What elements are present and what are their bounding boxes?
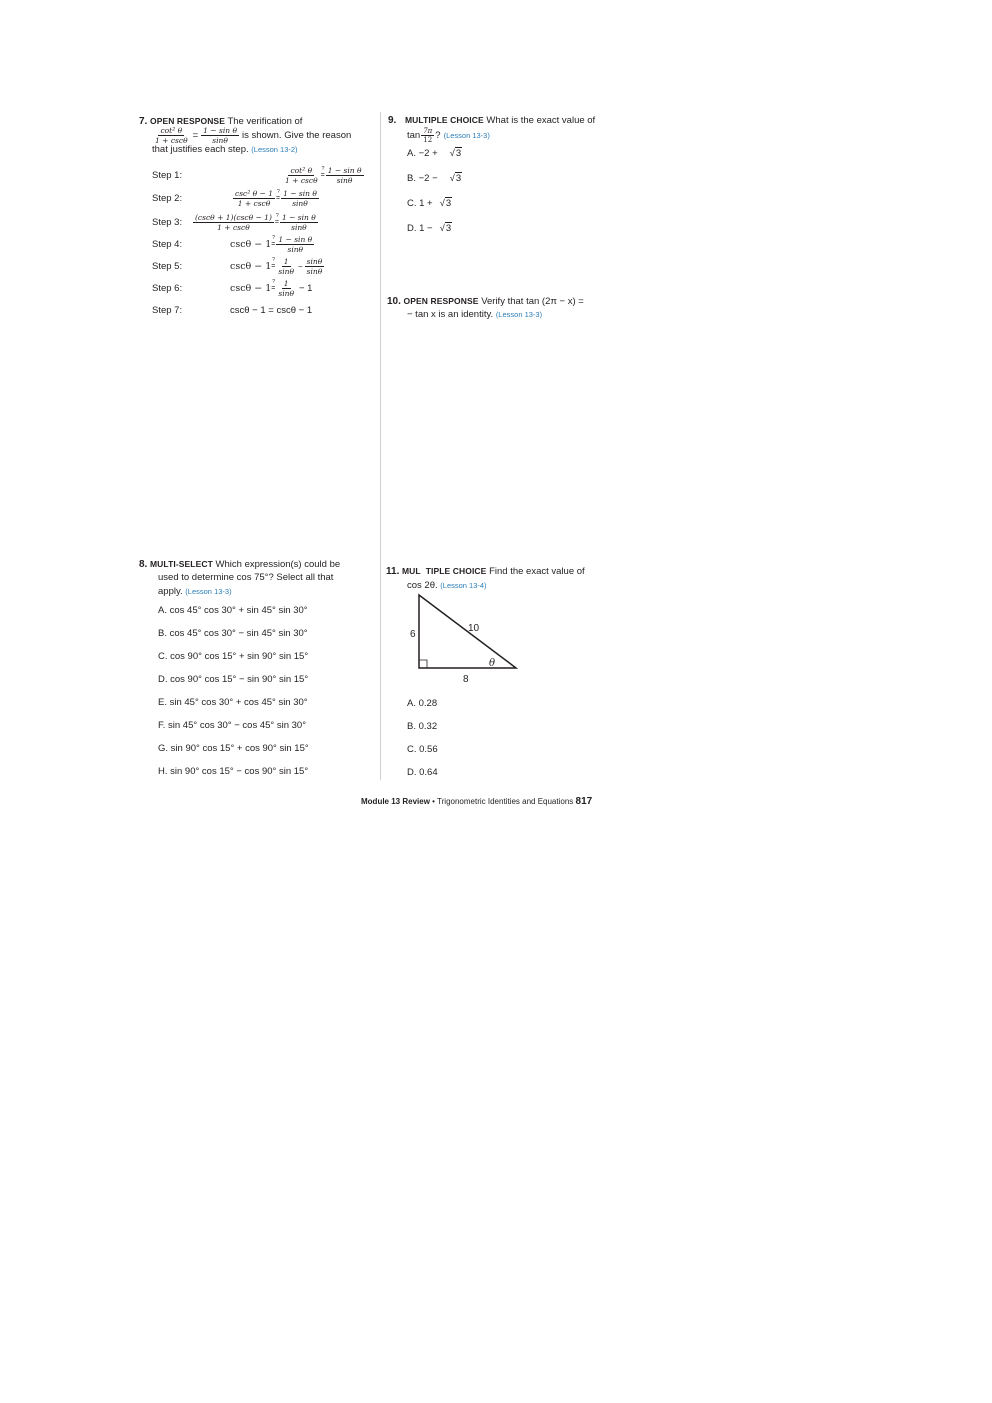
answer-option[interactable]: H. sin 90° cos 15° − cos 90° sin 15° [158,766,309,777]
lesson-reference: (Lesson 13-3) [495,310,543,319]
page-footer [361,796,592,807]
answer-option[interactable]: A. −2 + √3 [407,148,462,159]
step-lhs: $\frac{(\csc\theta + 1)(\csc\theta - 1)}{1 + \csc\theta}$ [195,212,272,232]
equals-sign: = [192,129,199,141]
step-label: Step 2: [152,192,183,204]
answer-option[interactable]: C. 0.56 [407,744,438,755]
step-lhs: cscθ − 1 [230,238,272,250]
step-row [152,233,315,255]
step-lhs: $\frac{\text{cot² θ}}{1 + \csc\theta}$ [285,165,318,185]
answer-option[interactable]: B. cos 45° cos 30° − sin 45° sin 30° [158,628,308,639]
step-lhs: cscθ − 1 [230,282,272,294]
question-text: The verification of [227,116,303,127]
question-type: MUL TIPLE CHOICE [402,566,487,576]
question-number: 7. [139,116,148,127]
step-equation: cscθ − 1 = cscθ − 1 [230,304,313,316]
lesson-reference: (Lesson 13-3) [443,130,490,140]
lesson-reference: (Lesson 13-3) [185,587,232,596]
step-row [152,255,325,277]
question-mark: ? [435,129,441,141]
question-type: OPEN RESPONSE [403,296,479,306]
step-label: Step 1: [152,169,183,181]
question-text: Verify that tan (2π − x) = [481,296,584,307]
step-label: Step 7: [152,304,183,316]
question-text: cos 2θ. [407,580,438,591]
step-lhs: cscθ − 1 [230,260,272,272]
step-rhs: $\frac{1}{\sin\theta}$ [278,256,294,276]
right-angle-marker [419,660,427,668]
verify-equals: ? = [271,278,276,292]
side-label-hypotenuse: 10 [468,623,480,634]
step-label: Step 6: [152,282,183,294]
answer-option[interactable]: F. sin 45° cos 30° − cos 45° sin 30° [158,720,307,731]
question-text: is shown. Give the reason [241,129,352,141]
question-number: 8. [139,559,148,570]
verify-equals: ? = [275,188,281,202]
step-rhs-2: $\frac{\sin\theta}{\sin\theta}$ [306,256,323,276]
equation-rhs: $\frac{\text{1 − sin θ}}{\sin\theta}$ [203,126,237,145]
step-label: Step 3: [152,216,183,228]
question-type: OPEN RESPONSE [149,116,225,126]
step-row [152,164,365,186]
side-label-base: 8 [463,674,469,685]
footer-bullet: • [432,797,435,806]
question-text: Find the exact value of [489,566,585,577]
verify-equals: ? = [271,234,276,248]
verify-equals: ? = [271,256,276,270]
question-text: apply. [158,586,183,597]
answer-option[interactable]: D. 0.64 [407,767,438,778]
question-text: used to determine cos 75°? Select all that [158,572,334,583]
answer-option[interactable]: A. cos 45° cos 30° + sin 45° sin 30° [158,605,308,616]
side-label-vertical: 6 [410,629,416,640]
equation-lhs: $\frac{\text{cot² θ}}{1 + \csc\theta}$ [155,126,188,145]
verify-equals: ? = [274,212,279,226]
lesson-reference: (Lesson 13-2) [251,145,298,154]
step-row [152,299,312,321]
step-rhs: $\frac{\text{1 − sin θ}}{\sin\theta}$ [281,212,316,232]
step-rhs: $\frac{\text{1 − sin θ}}{\sin\theta}$ [327,165,362,185]
answer-option[interactable]: E. sin 45° cos 30° + cos 45° sin 30° [158,697,308,708]
question-text: tan [407,129,421,141]
minus-sign: − [297,261,303,271]
step-label: Step 4: [152,238,183,250]
answer-option[interactable]: C. cos 90° cos 15° + sin 90° sin 15° [158,651,309,662]
verify-equals: ? = [320,165,325,179]
step-rhs: $\frac{\text{1 − sin θ}}{\sin\theta}$ [278,234,313,254]
footer-module: Module 13 Review [361,797,430,806]
step-row [152,211,319,233]
right-triangle-diagram [400,590,530,690]
question-type: MULTI-SELECT [149,559,213,569]
answer-option[interactable]: C. 1 + √3 [407,198,452,209]
page-number: 817 [575,796,593,807]
question-number: 11. [386,566,400,577]
question-text: that justifies each step. [152,144,249,155]
answer-option[interactable]: D. 1 − √3 [407,223,452,234]
angle-fraction: $\frac{7\pi}{12}$ [423,127,433,144]
step-row [152,187,320,209]
question-text: Which expression(s) could be [215,559,341,570]
angle-label-theta: θ [489,658,496,669]
answer-option[interactable]: B. −2 − √3 [407,173,462,184]
answer-option[interactable]: B. 0.32 [407,721,438,732]
answer-option[interactable]: D. cos 90° cos 15° − sin 90° sin 15° [158,674,309,685]
step-rhs: $\frac{\text{1 − sin θ}}{\sin\theta}$ [283,188,317,208]
question-text: What is the exact value of [486,115,596,126]
question-text: − tan x is an identity. [407,309,494,320]
footer-title: Trigonometric Identities and Equations [437,797,574,806]
step-label: Step 5: [152,260,183,272]
step-lhs: $\frac{\text{csc² θ − 1}}{1 + \csc\theta}$ [235,188,273,208]
answer-option[interactable]: G. sin 90° cos 15° + cos 90° sin 15° [158,743,309,754]
question-number: 10. [387,296,401,307]
step-row [152,277,312,299]
step-tail: − 1 [298,282,313,294]
answer-option[interactable]: A. 0.28 [407,698,438,709]
column-divider [380,112,381,780]
question-number: 9. [388,115,397,126]
question-type: MULTIPLE CHOICE [404,115,484,125]
step-rhs: $\frac{1}{\sin\theta}$ [278,278,294,298]
lesson-reference: (Lesson 13-4) [440,581,487,590]
